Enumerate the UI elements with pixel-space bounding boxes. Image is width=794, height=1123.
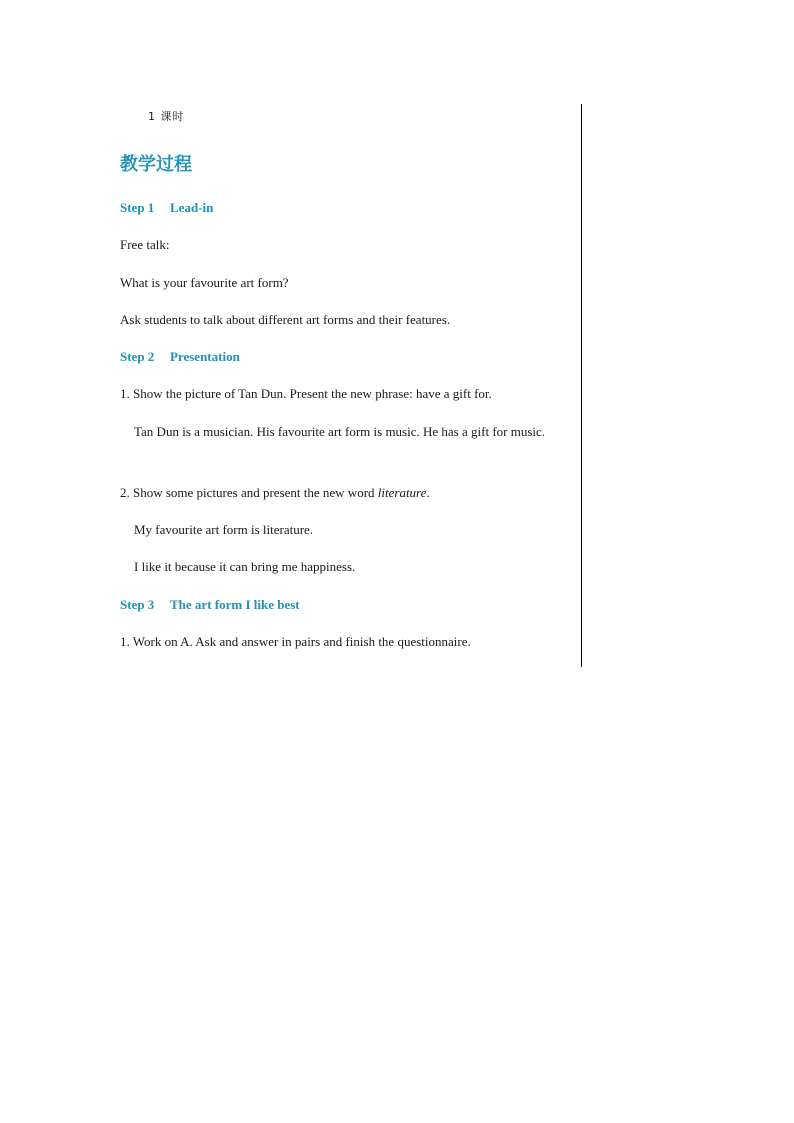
step-3-title: The art form I like best	[170, 597, 300, 612]
step-3-number: Step 3	[120, 597, 155, 612]
section-title: 教学过程	[120, 154, 192, 175]
step-2-title: Presentation	[170, 349, 240, 364]
step-1-number: Step 1	[120, 200, 155, 215]
step-1-line-2: What is your favourite art form?	[120, 275, 289, 290]
step-2-example-2a: My favourite art form is literature.	[134, 522, 314, 537]
step-2-number: Step 2	[120, 349, 155, 364]
step-2-item-2-prefix: 2. Show some pictures and present the new word	[120, 485, 378, 500]
step-1-line-3: Ask students to talk about different art forms and their features.	[120, 312, 451, 327]
step-2-example-2b: I like it because it can bring me happiness.	[134, 559, 356, 574]
margin-rule	[581, 104, 582, 667]
step-3-item-1: 1. Work on A. Ask and answer in pairs and finish the questionnaire.	[120, 634, 471, 649]
step-1-heading	[120, 200, 576, 216]
step-1-line-1: Free talk:	[120, 237, 170, 252]
step-2-item-2	[120, 481, 576, 505]
step-3-heading	[120, 597, 576, 613]
new-word-literature: literature	[377, 485, 427, 500]
step-2-item-2-suffix: .	[426, 485, 430, 500]
step-2-item-1: 1. Show the picture of Tan Dun. Present the new phrase: have a gift for.	[120, 386, 492, 401]
step-2-heading	[120, 349, 576, 365]
step-1-title: Lead-in	[170, 200, 214, 215]
period-label: 1 课时	[148, 110, 185, 123]
step-2-example-1: Tan Dun is a musician. His favourite art form is music. He has a gift for music.	[134, 424, 546, 439]
